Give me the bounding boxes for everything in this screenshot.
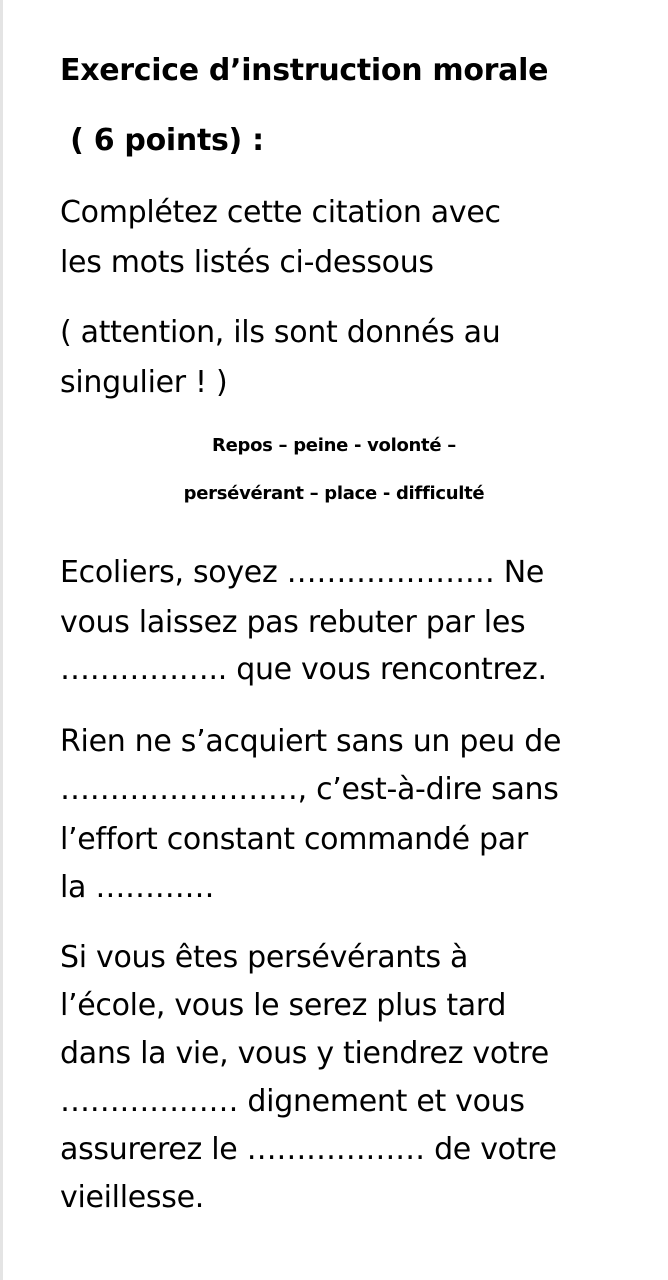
paragraph1-line-3: …………….. que vous rencontrez. bbox=[60, 652, 547, 687]
note-line-1: ( attention, ils sont donnés au bbox=[60, 315, 501, 350]
paragraph2-line-3: l’effort constant commandé par bbox=[60, 822, 528, 857]
paragraph2-line-2: ……………………, c’est-à-dire sans bbox=[60, 772, 559, 807]
word-list-line-1: Repos – peine - volonté – bbox=[212, 435, 456, 456]
exercise-title: Exercice d’instruction morale bbox=[60, 53, 549, 88]
instruction-line-1: Complétez cette citation avec bbox=[60, 195, 501, 230]
paragraph1-line-1: Ecoliers, soyez ………………… Ne bbox=[60, 555, 545, 590]
word-list-line-2: persévérant – place - difficulté bbox=[183, 483, 485, 504]
paragraph2-line-1: Rien ne s’acquiert sans un peu de bbox=[60, 724, 562, 759]
page-left-border bbox=[0, 0, 3, 1280]
paragraph3-line-1: Si vous êtes persévérants à bbox=[60, 940, 469, 975]
paragraph3-line-2: l’école, vous le serez plus tard bbox=[60, 988, 507, 1023]
paragraph1-line-2: vous laissez pas rebuter par les bbox=[60, 605, 526, 640]
paragraph3-line-6: vieillesse. bbox=[60, 1180, 204, 1215]
instruction-line-2: les mots listés ci-dessous bbox=[60, 245, 434, 280]
paragraph3-line-5: assurerez le ……………… de votre bbox=[60, 1132, 557, 1167]
points-label: ( 6 points) : bbox=[60, 123, 264, 158]
paragraph3-line-4: ……………… dignement et vous bbox=[60, 1084, 525, 1119]
paragraph3-line-3: dans la vie, vous y tiendrez votre bbox=[60, 1036, 549, 1071]
paragraph2-line-4: la ………… bbox=[60, 870, 215, 905]
note-line-2: singulier ! ) bbox=[60, 365, 228, 400]
